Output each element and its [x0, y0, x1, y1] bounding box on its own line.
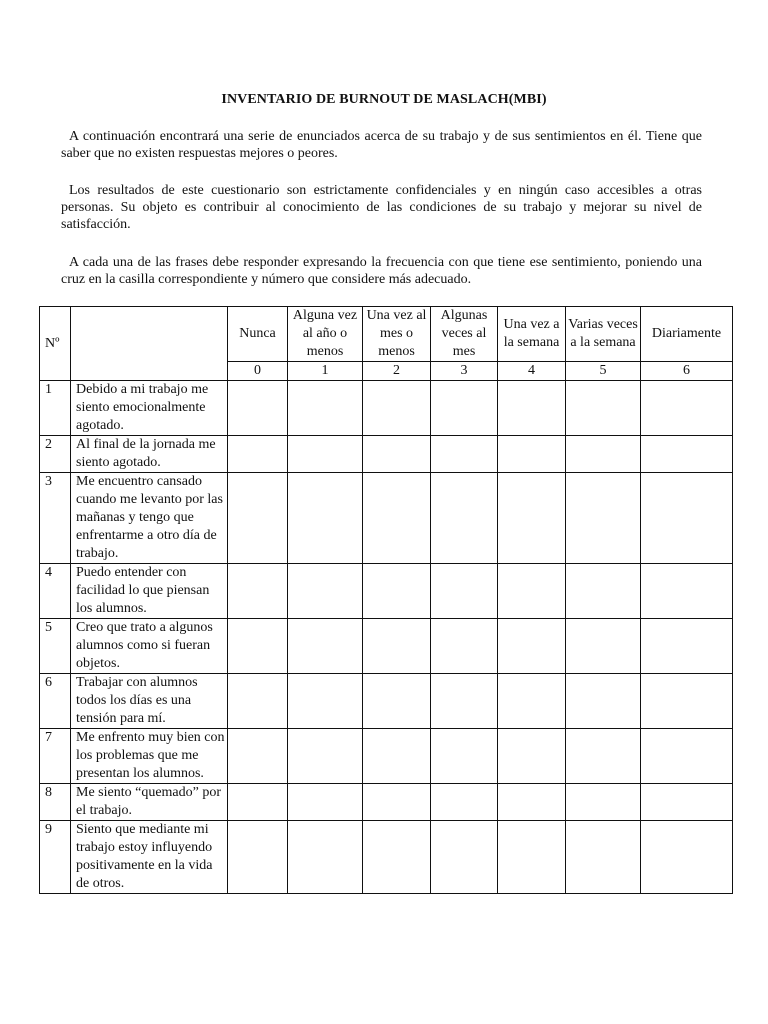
- answer-cell-3[interactable]: [431, 473, 498, 564]
- item-number: 1: [40, 381, 71, 436]
- item-number: 9: [40, 821, 71, 894]
- answer-cell-5[interactable]: [566, 381, 641, 436]
- answer-cell-0[interactable]: [228, 436, 288, 473]
- answer-cell-1[interactable]: [288, 436, 363, 473]
- answer-cell-5[interactable]: [566, 436, 641, 473]
- answer-cell-5[interactable]: [566, 564, 641, 619]
- scale-value-6: 6: [641, 362, 733, 381]
- answer-cell-6[interactable]: [641, 473, 733, 564]
- item-number: 8: [40, 784, 71, 821]
- table-row: [40, 436, 733, 473]
- item-statement: Me siento “quemado” por el trabajo.: [71, 784, 228, 821]
- answer-cell-1[interactable]: [288, 473, 363, 564]
- answer-cell-6[interactable]: [641, 784, 733, 821]
- frequency-header-5: Varias veces a la semana: [566, 307, 641, 362]
- answer-cell-6[interactable]: [641, 564, 733, 619]
- answer-cell-4[interactable]: [498, 674, 566, 729]
- answer-cell-1[interactable]: [288, 729, 363, 784]
- frequency-header-1: Alguna vez al año o menos: [288, 307, 363, 362]
- answer-cell-4[interactable]: [498, 473, 566, 564]
- table-row: [40, 784, 733, 821]
- answer-cell-4[interactable]: [498, 436, 566, 473]
- item-statement: Puedo entender con facilidad lo que piensan los alumnos.: [71, 564, 228, 619]
- item-number: 7: [40, 729, 71, 784]
- item-statement: Al final de la jornada me siento agotado.: [71, 436, 228, 473]
- confidentiality-paragraph: Los resultados de este cuestionario son estrictamente confidenciales y en ningún caso accesibles a otras personas. Su objeto es contribuir al conocimiento de las condiciones de su trabajo y mejorar su nivel de satisfacción.: [61, 183, 702, 232]
- item-number: 3: [40, 473, 71, 564]
- table-row: [40, 619, 733, 674]
- answer-cell-4[interactable]: [498, 821, 566, 894]
- answer-cell-0[interactable]: [228, 821, 288, 894]
- answer-cell-2[interactable]: [363, 674, 431, 729]
- frequency-header-3: Algunas veces al mes: [431, 307, 498, 362]
- answer-cell-5[interactable]: [566, 729, 641, 784]
- answer-cell-1[interactable]: [288, 619, 363, 674]
- frequency-header-4: Una vez a la semana: [498, 307, 566, 362]
- item-statement: Creo que trato a algunos alumnos como si fueran objetos.: [71, 619, 228, 674]
- answer-cell-3[interactable]: [431, 619, 498, 674]
- item-statement: Siento que mediante mi trabajo estoy influyendo positivamente en la vida de otros.: [71, 821, 228, 894]
- scale-value-3: 3: [431, 362, 498, 381]
- answer-cell-2[interactable]: [363, 436, 431, 473]
- scale-value-1: 1: [288, 362, 363, 381]
- frequency-header-0: Nunca: [228, 307, 288, 362]
- answer-cell-4[interactable]: [498, 619, 566, 674]
- answer-cell-0[interactable]: [228, 784, 288, 821]
- page-title: INVENTARIO DE BURNOUT DE MASLACH(MBI): [221, 92, 547, 107]
- table-row: [40, 564, 733, 619]
- table-row: [40, 821, 733, 894]
- item-number: 6: [40, 674, 71, 729]
- intro-paragraph: A continuación encontrará una serie de enunciados acerca de su trabajo y de sus sentimientos en él. Tiene que saber que no existen respuestas mejores o peores.: [61, 129, 702, 161]
- answer-cell-2[interactable]: [363, 729, 431, 784]
- answer-cell-4[interactable]: [498, 729, 566, 784]
- instructions-paragraph: A cada una de las frases debe responder expresando la frecuencia con que tiene ese sentimiento, poniendo una cruz en la casilla correspondiente y número que considere más adecuado.: [61, 255, 702, 287]
- scale-value-0: 0: [228, 362, 288, 381]
- item-statement: Me encuentro cansado cuando me levanto por las mañanas y tengo que enfrentarme a otro día de trabajo.: [71, 473, 228, 564]
- frequency-header-2: Una vez al mes o menos: [363, 307, 431, 362]
- answer-cell-0[interactable]: [228, 564, 288, 619]
- item-statement: Me enfrento muy bien con los problemas que me presentan los alumnos.: [71, 729, 228, 784]
- scale-value-5: 5: [566, 362, 641, 381]
- scale-value-4: 4: [498, 362, 566, 381]
- table-row: [40, 729, 733, 784]
- answer-cell-6[interactable]: [641, 381, 733, 436]
- answer-cell-6[interactable]: [641, 729, 733, 784]
- answer-cell-0[interactable]: [228, 674, 288, 729]
- answer-cell-0[interactable]: [228, 473, 288, 564]
- answer-cell-5[interactable]: [566, 821, 641, 894]
- answer-cell-5[interactable]: [566, 619, 641, 674]
- item-number: 4: [40, 564, 71, 619]
- header-row: [40, 307, 733, 362]
- answer-cell-2[interactable]: [363, 473, 431, 564]
- answer-cell-1[interactable]: [288, 821, 363, 894]
- table-row: [40, 674, 733, 729]
- answer-cell-0[interactable]: [228, 381, 288, 436]
- answer-cell-4[interactable]: [498, 564, 566, 619]
- answer-cell-2[interactable]: [363, 784, 431, 821]
- answer-cell-6[interactable]: [641, 821, 733, 894]
- frequency-header-6: Diariamente: [641, 307, 733, 362]
- answer-cell-3[interactable]: [431, 674, 498, 729]
- answer-cell-3[interactable]: [431, 436, 498, 473]
- item-statement: Trabajar con alumnos todos los días es una tensión para mí.: [71, 674, 228, 729]
- answer-cell-2[interactable]: [363, 821, 431, 894]
- scale-value-2: 2: [363, 362, 431, 381]
- answer-cell-0[interactable]: [228, 619, 288, 674]
- number-column-header: Nº: [40, 307, 71, 381]
- answer-cell-5[interactable]: [566, 674, 641, 729]
- item-number: 2: [40, 436, 71, 473]
- item-number: 5: [40, 619, 71, 674]
- answer-cell-2[interactable]: [363, 381, 431, 436]
- table-row: [40, 381, 733, 436]
- answer-cell-1[interactable]: [288, 381, 363, 436]
- answer-cell-3[interactable]: [431, 821, 498, 894]
- answer-cell-1[interactable]: [288, 784, 363, 821]
- answer-cell-2[interactable]: [363, 564, 431, 619]
- item-statement: Debido a mi trabajo me siento emocionalmente agotado.: [71, 381, 228, 436]
- answer-cell-1[interactable]: [288, 674, 363, 729]
- answer-cell-2[interactable]: [363, 619, 431, 674]
- answer-cell-5[interactable]: [566, 473, 641, 564]
- answer-cell-3[interactable]: [431, 784, 498, 821]
- answer-cell-4[interactable]: [498, 784, 566, 821]
- answer-cell-5[interactable]: [566, 784, 641, 821]
- answer-cell-3[interactable]: [431, 381, 498, 436]
- table-row: [40, 473, 733, 564]
- answer-cell-0[interactable]: [228, 729, 288, 784]
- answer-cell-3[interactable]: [431, 564, 498, 619]
- mbi-questionnaire-table: [39, 306, 733, 894]
- answer-cell-6[interactable]: [641, 436, 733, 473]
- statement-column-header: [71, 307, 228, 381]
- answer-cell-1[interactable]: [288, 564, 363, 619]
- answer-cell-6[interactable]: [641, 674, 733, 729]
- answer-cell-4[interactable]: [498, 381, 566, 436]
- answer-cell-3[interactable]: [431, 729, 498, 784]
- answer-cell-6[interactable]: [641, 619, 733, 674]
